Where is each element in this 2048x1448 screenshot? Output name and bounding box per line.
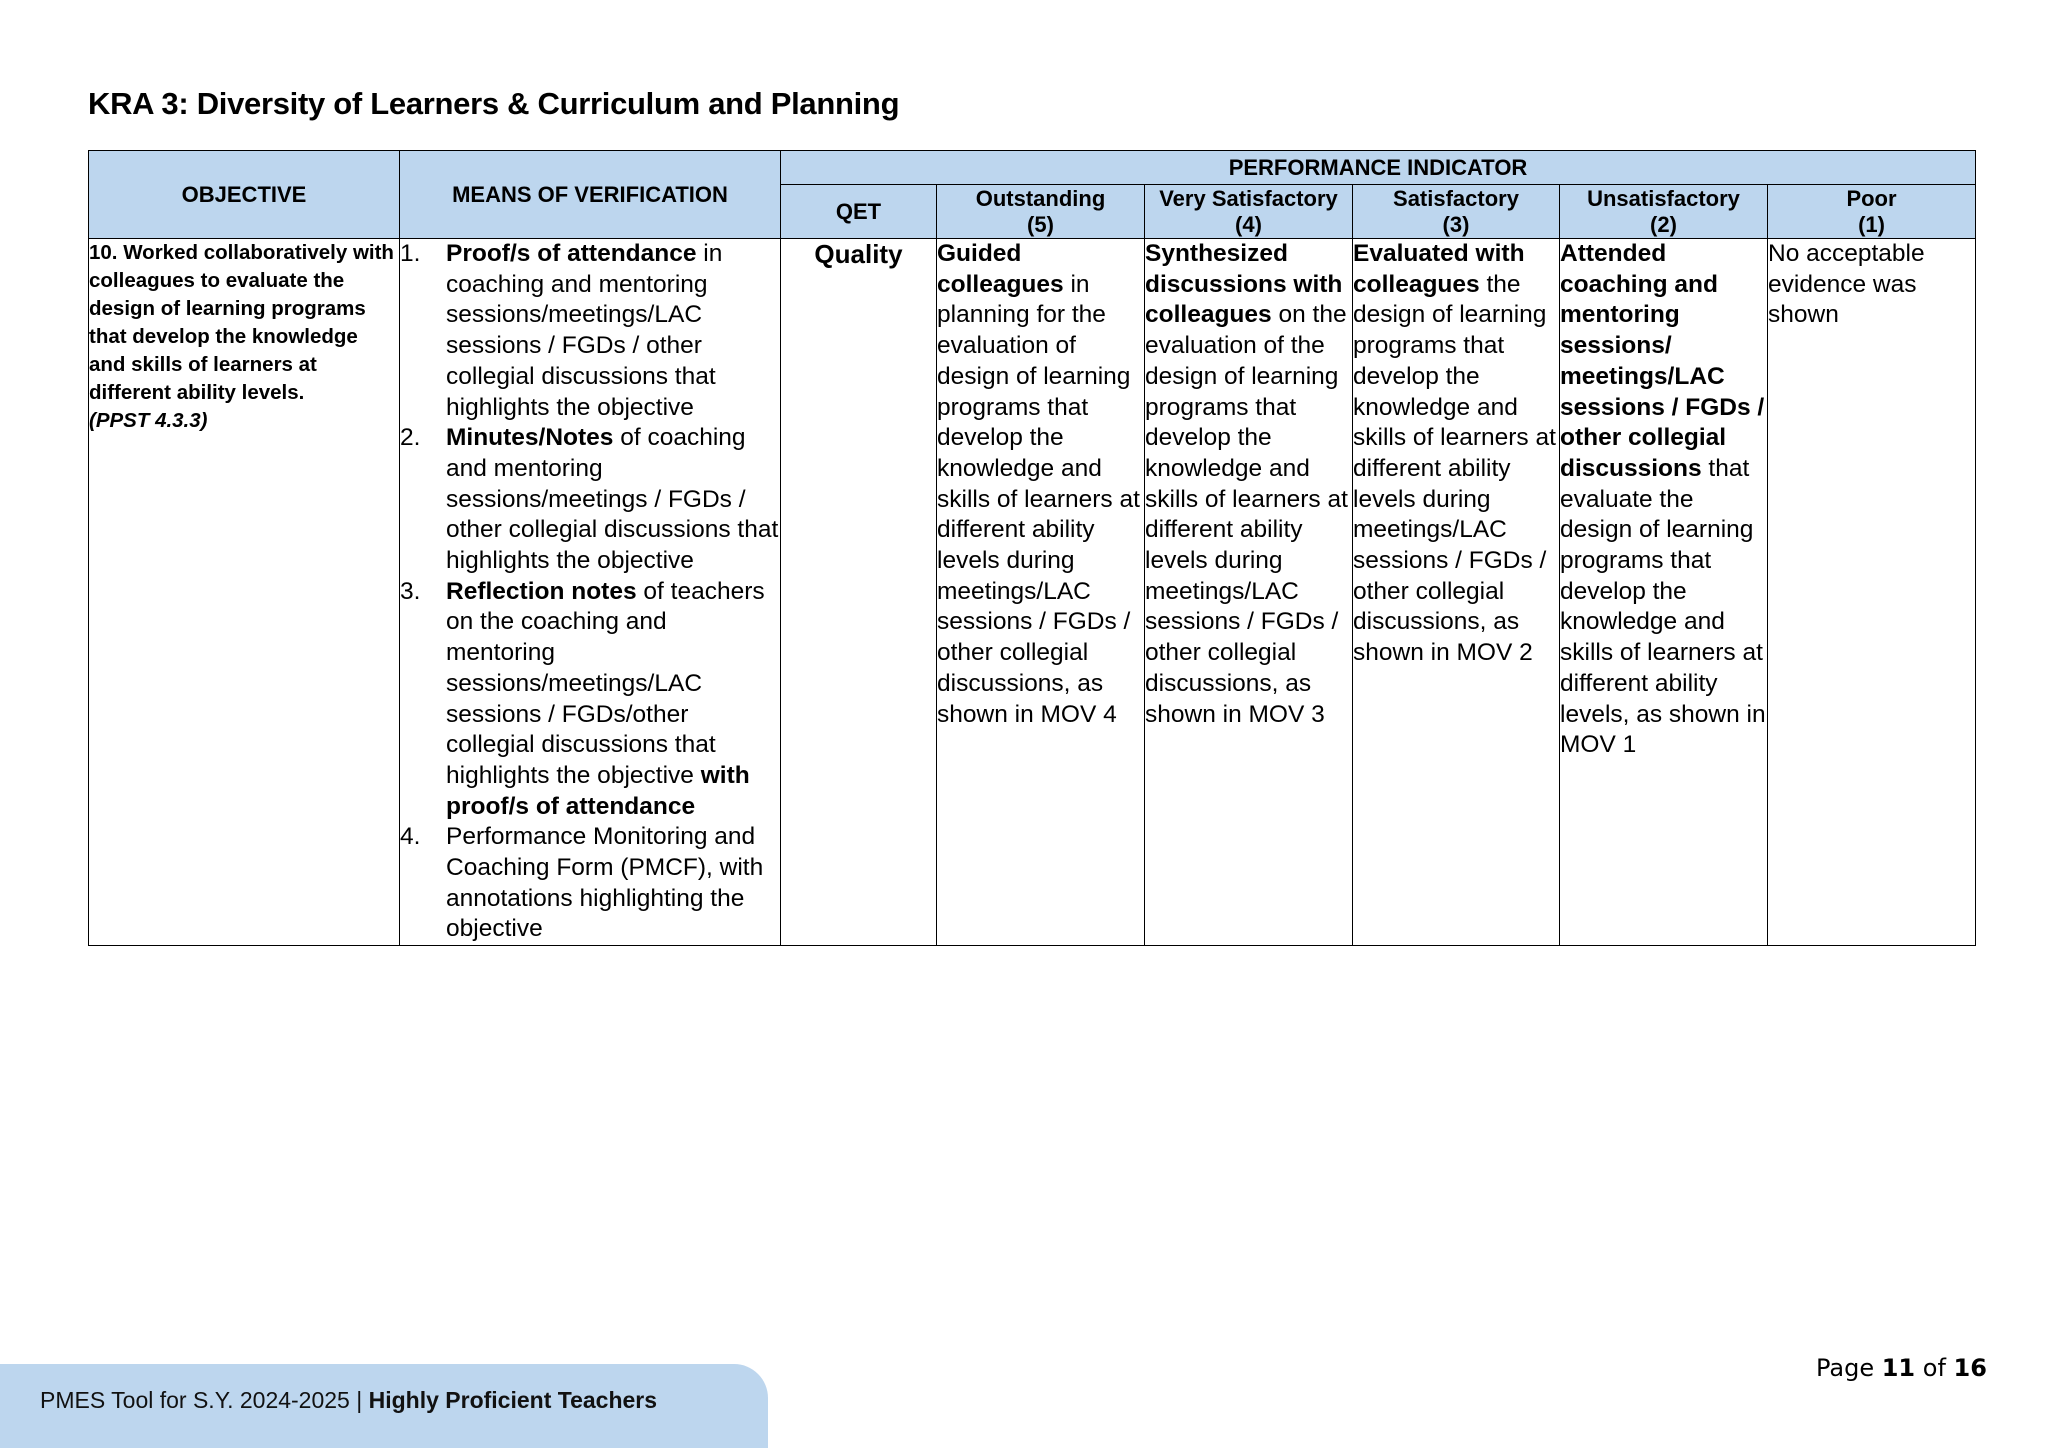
- rating-bold-text: Guided colleagues: [937, 240, 1064, 298]
- mov-item: [400, 577, 780, 823]
- rating-very-satisfactory-cell: [1145, 239, 1353, 946]
- footer-tool: PMES Tool for S.Y. 2024-2025 |: [40, 1387, 369, 1413]
- footer-audience: Highly Proficient Teachers: [368, 1387, 658, 1413]
- level-label: Outstanding: [975, 185, 1106, 211]
- rating-satisfactory-cell: [1353, 239, 1560, 946]
- level-label: Satisfactory: [1393, 185, 1519, 211]
- mov-list: [400, 239, 780, 945]
- page-number: [1816, 1354, 1987, 1382]
- rating-bold-text: Attended coaching and mentoring sessions/ meetings/LAC sessions / FGDs / other collegial discussions: [1560, 240, 1765, 482]
- header-objective: OBJECTIVE: [89, 151, 400, 239]
- header-qet: QET: [781, 185, 937, 239]
- header-outstanding: [937, 185, 1145, 239]
- mov-text: of coaching and mentoring sessions/meetings / FGDs / other collegial discussions that highlights the objective: [446, 424, 779, 575]
- mov-text: in coaching and mentoring sessions/meetings/LAC sessions / FGDs / other collegial discussions that highlights the objective: [446, 240, 723, 421]
- header-satisfactory: [1353, 185, 1560, 239]
- kra-table: [88, 150, 1976, 946]
- header-poor: [1768, 185, 1976, 239]
- objective-text: 10. Worked collaboratively with colleagues to evaluate the design of learning programs that develop the knowledge and skills of learners at different ability levels.: [89, 241, 394, 404]
- table-row: [89, 239, 1976, 946]
- mov-bold-text: Minutes/Notes: [446, 424, 614, 452]
- rating-text: on the evaluation of the design of learning programs that develop the knowledge and skills of learners at different ability levels during meetings/LAC sessions / FGDs / other collegial discussions, as shown in MOV 3: [1145, 301, 1348, 728]
- level-label: Poor: [1846, 185, 1897, 211]
- mov-text: of teachers on the coaching and mentoring sessions/meetings/LAC sessions / FGDs/other collegial discussions that highlights the objective: [446, 577, 765, 789]
- level-label: Unsatisfactory: [1587, 185, 1740, 211]
- mov-number: 2.: [400, 424, 421, 452]
- page-total: 16: [1953, 1354, 1987, 1382]
- mov-item: [400, 822, 780, 945]
- rating-bold-text: Evaluated with colleagues: [1353, 240, 1525, 298]
- rating-text: in planning for the evaluation of design of learning programs that develop the knowledge and skills of learners at different ability levels during meetings/LAC sessions / FGDs / other collegial discussions, as shown in MOV 4: [937, 270, 1140, 728]
- rating-unsatisfactory-cell: [1560, 239, 1768, 946]
- rating-text: that evaluate the design of learning programs that develop the knowledge and skills of learners at different ability levels, as shown in MOV 1: [1560, 454, 1766, 759]
- objective-reference: (PPST 4.3.3): [89, 409, 208, 432]
- rating-poor-cell: No acceptable evidence was shown: [1768, 239, 1976, 946]
- level-score: (1): [1858, 211, 1885, 237]
- qet-cell: Quality: [781, 239, 937, 946]
- page-of: of: [1915, 1354, 1954, 1382]
- objective-cell: [89, 239, 400, 946]
- header-performance-indicator: PERFORMANCE INDICATOR: [781, 151, 1976, 185]
- footer-label: [40, 1387, 657, 1414]
- level-score: (3): [1442, 211, 1470, 237]
- mov-bold-text: Proof/s of attendance: [446, 240, 697, 267]
- header-unsatisfactory: [1560, 185, 1768, 239]
- header-very-satisfactory: [1145, 185, 1353, 239]
- level-score: (4): [1235, 211, 1262, 237]
- mov-item: [400, 239, 780, 423]
- mov-number: 1.: [400, 240, 421, 267]
- mov-text: Performance Monitoring and Coaching Form (PMCF), with annotations highlighting the objective: [446, 823, 764, 943]
- page-prefix: Page: [1816, 1354, 1882, 1382]
- level-label: Very Satisfactory: [1159, 185, 1338, 211]
- rating-bold-text: Synthesized discussions with colleagues: [1145, 240, 1343, 329]
- mov-bold-suffix: with proof/s of attendance: [446, 761, 750, 820]
- header-means-of-verification: MEANS OF VERIFICATION: [400, 151, 781, 239]
- page-current: 11: [1881, 1354, 1916, 1382]
- mov-bold-text: Reflection notes: [446, 577, 637, 605]
- rating-outstanding-cell: [937, 239, 1145, 946]
- mov-number: 4.: [400, 823, 421, 851]
- means-of-verification-cell: [400, 239, 781, 946]
- rating-text: the design of learning programs that develop the knowledge and skills of learners at different ability levels during meetings/LAC sessions / FGDs / other collegial discussions, as shown in MOV 2: [1353, 270, 1556, 667]
- level-score: (5): [1027, 211, 1054, 237]
- mov-item: [400, 423, 780, 577]
- level-score: (2): [1650, 211, 1677, 237]
- page-title: KRA 3: Diversity of Learners & Curriculum and Planning: [88, 86, 900, 121]
- mov-number: 3.: [400, 577, 421, 605]
